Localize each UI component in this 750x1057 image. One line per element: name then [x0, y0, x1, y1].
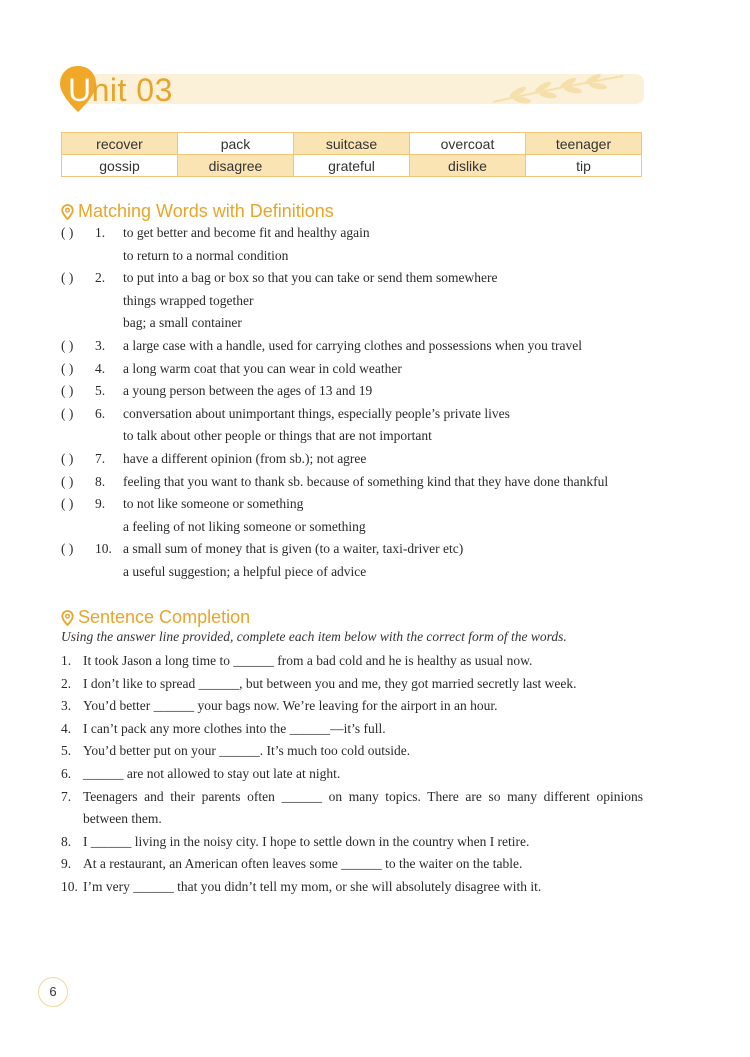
item-number: 5.	[95, 383, 106, 399]
matching-section-title: Matching Words with Definitions	[61, 201, 334, 222]
definition-line	[61, 380, 661, 403]
table-cell: recover	[62, 133, 178, 155]
table-cell: suitcase	[294, 133, 410, 155]
definition-line	[61, 290, 661, 313]
definition-line	[61, 403, 661, 426]
sentence-item	[61, 786, 643, 809]
answer-blank[interactable]: ( )	[61, 270, 74, 286]
item-number: 9.	[95, 496, 106, 512]
definition-text: things wrapped together	[123, 292, 254, 308]
answer-blank[interactable]: ( )	[61, 405, 74, 421]
item-number: 1.	[61, 653, 72, 668]
answer-blank[interactable]: ( )	[61, 473, 74, 489]
definition-line	[61, 335, 661, 358]
definition-line	[61, 358, 661, 381]
item-number: 7.	[95, 450, 106, 466]
table-row	[62, 155, 642, 177]
answer-blank[interactable]: ( )	[61, 360, 74, 376]
definition-text: conversation about unimportant things, especially people’s private lives	[123, 405, 510, 421]
item-number: 2.	[61, 675, 72, 691]
table-cell: disagree	[178, 155, 294, 177]
table-cell: tip	[526, 155, 642, 177]
location-pin-icon	[61, 610, 74, 626]
sentence-text: I can’t pack any more clothes into the ______—it’s full.	[83, 720, 386, 736]
definition-text: to not like someone or something	[123, 496, 304, 512]
table-cell: teenager	[526, 133, 642, 155]
sentence-item	[61, 831, 643, 854]
answer-blank[interactable]: ( )	[61, 450, 74, 466]
item-number: 10.	[95, 541, 112, 557]
sentence-text: At a restaurant, an American often leaves some ______ to the waiter on the table.	[83, 856, 523, 872]
definition-text: to get better and become fit and healthy again	[123, 225, 370, 240]
definition-line	[61, 245, 661, 268]
sentence-item	[61, 673, 643, 696]
definition-text: a feeling of not liking someone or something	[123, 518, 366, 534]
definition-text: a large case with a handle, used for carrying clothes and possessions when you travel	[123, 337, 582, 353]
sentence-text: I don’t like to spread ______, but between you and me, they got married secretly last week.	[83, 675, 577, 691]
definition-list	[61, 222, 661, 584]
definition-text: bag; a small container	[123, 315, 242, 331]
sentence-item	[61, 650, 643, 673]
item-number: 8.	[95, 473, 106, 489]
sentence-item	[61, 695, 643, 718]
sentence-item	[61, 808, 643, 831]
sentence-text: ______ are not allowed to stay out late at night.	[83, 765, 341, 781]
answer-blank[interactable]: ( )	[61, 337, 74, 353]
vocabulary-table	[61, 132, 642, 177]
sentence-text: Teenagers and their parents often ______ on many topics. There are so many different opinions	[83, 788, 643, 804]
table-row	[62, 133, 642, 155]
item-number: 6.	[61, 765, 72, 781]
sentence-text: You’d better ______ your bags now. We’re leaving for the airport in an hour.	[83, 698, 498, 714]
table-cell: pack	[178, 133, 294, 155]
page-number: 6	[38, 977, 68, 1007]
definition-line	[61, 222, 661, 245]
definition-text: to put into a bag or box so that you can take or send them somewhere	[123, 270, 498, 286]
definition-line	[61, 538, 661, 561]
definition-text: a small sum of money that is given (to a waiter, taxi-driver etc)	[123, 541, 464, 557]
sentence-list	[61, 650, 643, 899]
table-cell: grateful	[294, 155, 410, 177]
definition-line	[61, 267, 661, 290]
sentence-item	[61, 853, 643, 876]
definition-line	[61, 312, 661, 335]
item-number: 8.	[61, 833, 72, 849]
answer-blank[interactable]: ( )	[61, 496, 74, 512]
sentence-text: You’d better put on your ______. It’s much too cold outside.	[83, 743, 411, 759]
sentence-text: between them.	[83, 811, 162, 827]
item-number: 2.	[95, 270, 106, 286]
table-cell: dislike	[410, 155, 526, 177]
answer-blank[interactable]: ( )	[61, 541, 74, 557]
sentence-item	[61, 718, 643, 741]
completion-section-title: Sentence Completion	[61, 607, 250, 628]
item-number: 1.	[95, 225, 106, 240]
definition-line	[61, 448, 661, 471]
sentence-text: It took Jason a long time to ______ from a bad cold and he is healthy as usual now.	[83, 653, 533, 668]
table-cell: gossip	[62, 155, 178, 177]
wheat-decoration-icon	[488, 72, 628, 106]
definition-text: to talk about other people or things that are not important	[123, 428, 432, 444]
item-number: 3.	[95, 337, 106, 353]
item-number: 3.	[61, 698, 72, 714]
item-number: 4.	[61, 720, 72, 736]
sentence-item	[61, 763, 643, 786]
sentence-text: I’m very ______ that you didn’t tell my mom, or she will absolutely disagree with it.	[83, 878, 542, 894]
sentence-item	[61, 740, 643, 763]
item-number: 5.	[61, 743, 72, 759]
definition-text: feeling that you want to thank sb. because of something kind that they have done thankful	[123, 473, 609, 489]
definition-line	[61, 471, 661, 494]
definition-line	[61, 516, 661, 539]
table-cell: overcoat	[410, 133, 526, 155]
definition-line	[61, 493, 661, 516]
sentence-text: I ______ living in the noisy city. I hope to settle down in the country when I retire.	[83, 833, 530, 849]
sentence-item	[61, 876, 643, 899]
definition-line	[61, 561, 661, 584]
instruction-text: Using the answer line provided, complete each item below with the correct form of the words.	[61, 629, 567, 644]
location-pin-icon	[61, 204, 74, 220]
item-number: 7.	[61, 788, 72, 804]
item-number: 6.	[95, 405, 106, 421]
definition-text: to return to a normal condition	[123, 247, 289, 263]
definition-text: have a different opinion (from sb.); not agree	[123, 450, 367, 466]
answer-blank[interactable]: ( )	[61, 383, 74, 399]
definition-text: a useful suggestion; a helpful piece of advice	[123, 563, 367, 579]
unit-title: Unit 03	[68, 72, 173, 108]
item-number: 10.	[61, 878, 78, 894]
item-number: 9.	[61, 856, 72, 872]
item-number: 4.	[95, 360, 106, 376]
answer-blank[interactable]: ( )	[61, 225, 74, 240]
definition-text: a long warm coat that you can wear in cold weather	[123, 360, 402, 376]
definition-text: a young person between the ages of 13 and 19	[123, 383, 373, 399]
definition-line	[61, 425, 661, 448]
